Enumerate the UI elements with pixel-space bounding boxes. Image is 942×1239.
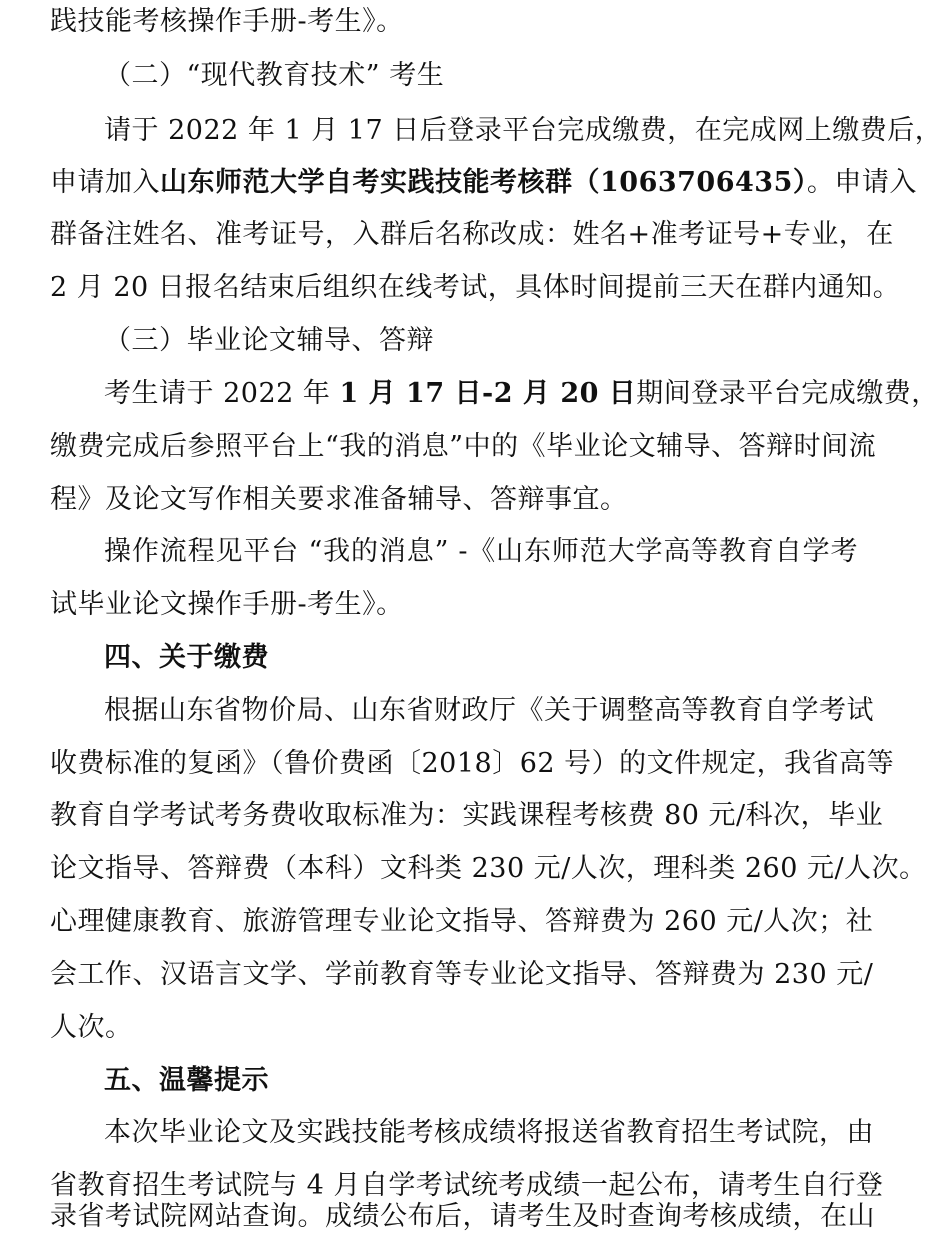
paragraph-line: 论文指导、答辩费（本科）文科类 230 元/人次，理科类 260 元/人次。 xyxy=(50,853,927,884)
paragraph-line: 根据山东省物价局、山东省财政厅《关于调整高等教育自学考试 xyxy=(104,695,874,726)
paragraph-line: 缴费完成后参照平台上“我的消息”中的《毕业论文辅导、答辩时间流 xyxy=(50,431,877,462)
paragraph-line xyxy=(50,163,917,203)
paragraph-line: 录省考试院网站查询。成绩公布后，请考生及时查询考核成绩，在山 xyxy=(50,1201,875,1232)
paragraph-line: 收费标准的复函》（鲁价费函〔2018〕62 号）的文件规定，我省高等 xyxy=(50,748,895,779)
text-run: 考生请于 2022 年 xyxy=(104,378,340,409)
text-run: 。申请入 xyxy=(806,167,917,198)
subheading-modern-education-tech: （二）“现代教育技术” 考生 xyxy=(104,60,445,91)
paragraph-line: 会工作、汉语言文学、学前教育等专业论文指导、答辩费为 230 元/ xyxy=(50,959,874,990)
paragraph-line xyxy=(104,374,939,414)
qq-group-name: 山东师范大学自考实践技能考核群（1063706435） xyxy=(160,167,807,198)
text-run: 期间登录平台完成缴费， xyxy=(636,378,939,409)
paragraph-line: 操作流程见平台 “我的消息” -《山东师范大学高等教育自学考 xyxy=(104,536,858,567)
paragraph-line: 教育自学考试考务费收取标准为：实践课程考核费 80 元/科次，毕业 xyxy=(50,800,884,831)
paragraph-line: 本次毕业论文及实践技能考核成绩将报送省教育招生考试院，由 xyxy=(104,1117,874,1148)
paragraph-line: 人次。 xyxy=(50,1012,133,1043)
paragraph-line: 省教育招生考试院与 4 月自学考试统考成绩一起公布，请考生自行登 xyxy=(50,1170,884,1201)
paragraph-line: 程》及论文写作相关要求准备辅导、答辩事宜。 xyxy=(50,484,628,515)
paragraph-line: 2 月 20 日报名结束后组织在线考试，具体时间提前三天在群内通知。 xyxy=(50,272,901,303)
subheading-thesis-defense: （三）毕业论文辅导、答辩 xyxy=(104,325,434,356)
paragraph-line: 心理健康教育、旅游管理专业论文指导、答辩费为 260 元/人次；社 xyxy=(50,906,874,937)
paragraph-line: 请于 2022 年 1 月 17 日后登录平台完成缴费，在完成网上缴费后， xyxy=(104,115,942,146)
section-heading-fees: 四、关于缴费 xyxy=(104,642,269,673)
paragraph-line: 践技能考核操作手册-考生》。 xyxy=(50,6,404,37)
paragraph-line: 群备注姓名、准考证号，入群后名称改成：姓名+准考证号+专业，在 xyxy=(50,219,894,250)
payment-period: 1 月 17 日-2 月 20 日 xyxy=(339,378,637,409)
paragraph-line: 试毕业论文操作手册-考生》。 xyxy=(50,589,404,620)
section-heading-tips: 五、温馨提示 xyxy=(104,1065,269,1096)
text-run: 申请加入 xyxy=(50,167,160,198)
